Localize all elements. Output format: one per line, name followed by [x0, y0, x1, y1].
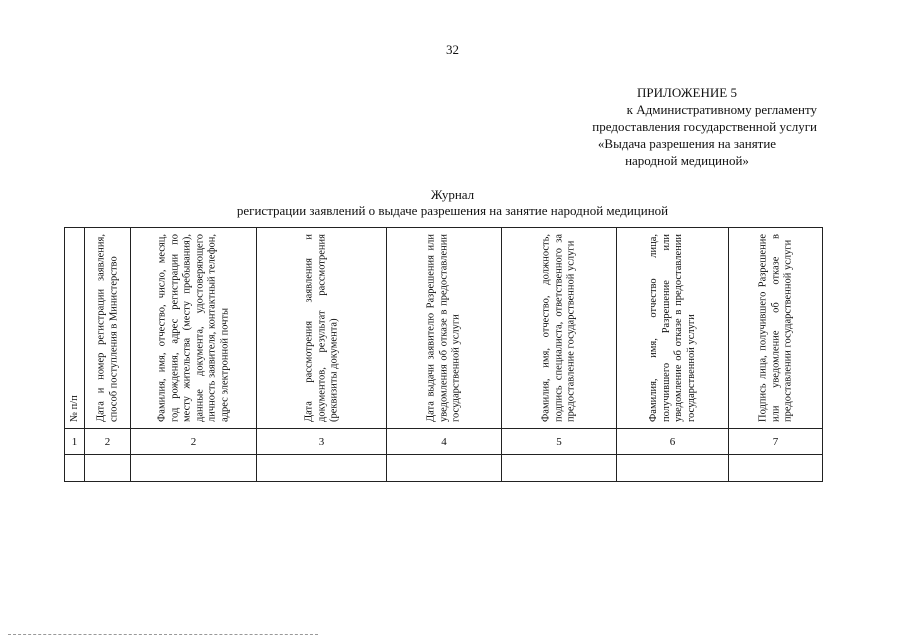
- column-number: 4: [387, 429, 502, 455]
- table-header-cell: [131, 228, 257, 429]
- table-header-row: [65, 228, 823, 429]
- table-header-cell: [617, 228, 729, 429]
- journal-title: Журнал: [430, 187, 475, 202]
- table-cell: [131, 455, 257, 482]
- table-header-cell: [502, 228, 617, 429]
- bottom-divider: [8, 634, 318, 635]
- column-number: 2: [131, 429, 257, 455]
- appendix-header: [487, 84, 817, 169]
- journal-title-block: [0, 187, 905, 219]
- appendix-line: «Выдача разрешения на занятие: [597, 136, 777, 151]
- journal-subtitle: регистрации заявлений о выдаче разрешения на занятие народной медициной: [236, 203, 669, 218]
- table-cell: [617, 455, 729, 482]
- table-header-cell: [387, 228, 502, 429]
- appendix-line: к Административному регламенту: [626, 102, 817, 117]
- table-header-cell: [729, 228, 823, 429]
- table-header-cell: [85, 228, 131, 429]
- column-number: 1: [65, 429, 85, 455]
- table-number-row: [65, 429, 823, 455]
- header-review-date: Дата рассмотрения заявления и документов, результат рассмотрения (реквизиты документа): [302, 234, 339, 422]
- header-specialist: Фамилия, имя, отчество, должность, подпись специалиста, ответственного за предоставление государственной услуги: [540, 234, 577, 422]
- page-number: 32: [446, 42, 459, 57]
- header-applicant-data: Фамилия, имя, отчество, число, месяц, год рождения, адрес регистрации по месту жительства (месту пребывания), данные документа, удостоверяющего личность заявителя, контактный телефон, адрес электронной почты: [156, 234, 230, 422]
- table-cell: [387, 455, 502, 482]
- registration-journal-table: [64, 227, 823, 482]
- column-number: 6: [617, 429, 729, 455]
- table-cell: [257, 455, 387, 482]
- table-cell: [502, 455, 617, 482]
- appendix-line: предоставления государственной услуги: [592, 119, 817, 134]
- column-number: 5: [502, 429, 617, 455]
- table-header-cell: [65, 228, 85, 429]
- header-recipient-signature: Подпись лица, получившего Разрешение или уведомление об отказе в предоставлении государственной услуги: [756, 234, 793, 422]
- header-registration-date: Дата и номер регистрации заявления, способ поступления в Министерство: [95, 234, 119, 422]
- header-number: № п/п: [68, 395, 80, 422]
- table-cell: [85, 455, 131, 482]
- table-header-cell: [257, 228, 387, 429]
- column-number: 2: [85, 429, 131, 455]
- column-number: 3: [257, 429, 387, 455]
- header-issue-date: Дата выдачи заявителю Разрешения или уведомления об отказе в предоставлении государственной услуги: [425, 234, 462, 422]
- appendix-line: народной медициной»: [625, 153, 749, 168]
- table-cell: [65, 455, 85, 482]
- header-recipient-name: Фамилия, имя, отчество лица, получившего Разрешение или уведомление об отказе в предоставлении государственной услуги: [647, 234, 696, 422]
- appendix-title: ПРИЛОЖЕНИЕ 5: [637, 85, 737, 100]
- column-number: 7: [729, 429, 823, 455]
- table-row: [65, 455, 823, 482]
- table-cell: [729, 455, 823, 482]
